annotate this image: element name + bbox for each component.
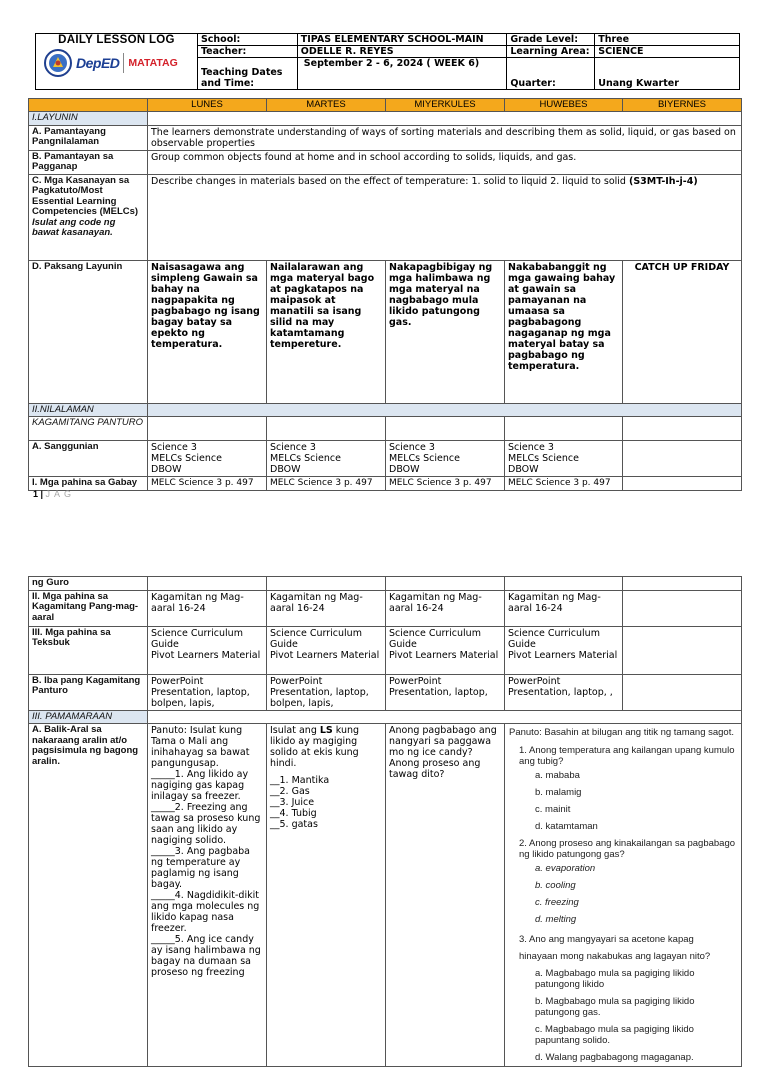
quiz-question: 1. Anong temperatura ang kailangan upang kumulo ang tubig?	[519, 745, 735, 767]
teksbuk-cell: Science Curriculum Guide Pivot Learners Material	[505, 626, 623, 674]
quarter-label: Quarter:	[507, 58, 595, 90]
gabay-cell: MELC Science 3 p. 497	[267, 477, 386, 491]
row-sanggunian	[29, 441, 742, 477]
iba-pang-cell: PowerPoint Presentation, laptop, bolpen, lapis,	[148, 674, 267, 710]
teksbuk-cell: Science Curriculum Guide Pivot Learners Material	[386, 626, 505, 674]
grade-value: Three	[595, 34, 740, 46]
melc-code: (S3MT-Ih-j-4)	[629, 175, 698, 187]
quiz-option: d. katamtaman	[535, 821, 598, 832]
sanggunian-cell: Science 3 MELCs Science DBOW	[505, 441, 623, 477]
gabay-cell: MELC Science 3 p. 497	[148, 477, 267, 491]
row-label: A. Sanggunian	[29, 441, 148, 477]
row-label	[29, 174, 148, 260]
dates-label: Teaching Dates and Time:	[197, 58, 297, 90]
area-label: Learning Area:	[507, 46, 595, 58]
gabay-cell: MELC Science 3 p. 497	[386, 477, 505, 491]
day-header-row	[29, 99, 742, 112]
section-label: III. PAMAMARAAN	[29, 710, 148, 724]
balik-aral-martes: Isulat ang LS kung likido ay magiging solido at ekis kung hindi. __1. Mantika __2. Gas __3. Juice __4. Tubig __5. gatas	[267, 724, 386, 1067]
section-label: KAGAMITANG PANTURO	[29, 417, 148, 441]
objective-lunes: Naisasagawa ang simpleng Gawain sa bahay na nagpapakita ng pagbabago ng isang bagay batay sa epekto ng temperatura.	[148, 260, 267, 403]
section-label: I.LAYUNIN	[29, 112, 148, 126]
row-kagamitang-panturo	[29, 417, 742, 441]
day-header: BIYERNES	[623, 99, 742, 112]
quiz-option: d. Walang pagbabagong magaganap.	[535, 1052, 694, 1063]
row-text: The learners demonstrate understanding of ways of sorting materials and describing them as solid, liquid, or gas based on observable properties	[148, 125, 742, 150]
kagamitan-cell: Kagamitan ng Mag-aaral 16-24	[148, 590, 267, 626]
row-label: I. Mga pahina sa Gabay	[29, 477, 148, 491]
quiz-option: b. Magbabago mula sa pagiging likido patungong gas.	[535, 996, 695, 1018]
row-teksbuk	[29, 626, 742, 674]
page-footer	[33, 489, 72, 499]
day-header: HUWEBES	[505, 99, 623, 112]
quiz-option: a. mababa	[535, 770, 580, 781]
row-label: III. Mga pahina sa Teksbuk	[29, 626, 148, 674]
objective-martes: Nailalarawan ang mga materyal bago at pagkatapos na maipasok at manatili sa isang silid na may katamtamang tempereture.	[267, 260, 386, 403]
quiz-instruction: Panuto: Basahin at bilugan ang titik ng tamang sagot.	[509, 727, 734, 738]
row-paksang-layunin	[29, 260, 742, 403]
dates-value: September 2 - 6, 2024 ( WEEK 6)	[297, 58, 507, 90]
quiz-question: 3. Ano ang mangyayari sa acetone kapag hinayaan mong nakabukas ang lagayan nito?	[519, 934, 711, 962]
sanggunian-cell: Science 3 MELCs Science DBOW	[148, 441, 267, 477]
quiz-option: a. evaporation	[535, 863, 596, 874]
sanggunian-cell: Science 3 MELCs Science DBOW	[386, 441, 505, 477]
quiz-option: c. Magbabago mula sa pagiging likido papuntang solido.	[535, 1024, 694, 1046]
kagamitan-cell: Kagamitan ng Mag-aaral 16-24	[386, 590, 505, 626]
day-header: MARTES	[267, 99, 386, 112]
objective-biyernes: CATCH UP FRIDAY	[623, 260, 742, 403]
row-label: II. Mga pahina sa Kagamitang Pang-mag-aaral	[29, 590, 148, 626]
gabay-cell: MELC Science 3 p. 497	[505, 477, 623, 491]
section-row-nilalaman	[29, 403, 742, 417]
row-pang-mag-aaral	[29, 590, 742, 626]
lesson-table-page1	[28, 98, 742, 491]
objective-huwebes: Nakababanggit ng mga gawaing bahay at gawain sa pamayanan na umaasa sa pagbabagong nagaganap ng mga materyal batay sa pagbabago ng temperatura.	[505, 260, 623, 403]
deped-seal-icon	[44, 49, 72, 77]
kagamitan-cell: Kagamitan ng Mag-aaral 16-24	[267, 590, 386, 626]
row-pamantayan-sa-pagganap	[29, 150, 742, 174]
section-row-pamamaraan	[29, 710, 742, 724]
row-text: Group common objects found at home and in school according to solids, liquids, and gas.	[148, 150, 742, 174]
objective-miyerkules: Nakapagbibigay ng mga halimbawa ng mga materyal na nagbabago mula likido patungong gas.	[386, 260, 505, 403]
iba-pang-cell: PowerPoint Presentation, laptop, bolpen, lapis,	[267, 674, 386, 710]
quiz-option: d. melting	[535, 914, 577, 925]
teksbuk-cell: Science Curriculum Guide Pivot Learners Material	[148, 626, 267, 674]
section-row-layunin	[29, 112, 742, 126]
area-value: SCIENCE	[595, 46, 740, 58]
deped-logo: DepED	[76, 54, 120, 71]
school-value: TIPAS ELEMENTARY SCHOOL-MAIN	[297, 34, 507, 46]
quiz-option: b. malamig	[535, 787, 582, 798]
footer-initials: J A G	[45, 489, 73, 499]
balik-aral-lunes: Panuto: Isulat kung Tama o Mali ang inihahayag sa bawat pangungusap. _____1. Ang likido ay nagiging gas kapag inilagay sa freezer. _____2. Freezing ang tawag sa proseso kung saan ang likido ay nagiging solido. _____3. Ang pagbaba ng temperature ay paglamig ng isang bagay. _____4. Nagdidikit-dikit ang mga molecules ng likido kapag nasa freezer. _____5. Ang ice candy ay isang halimbawa ng bagay na dumaan sa proseso ng freezing	[148, 724, 267, 1067]
teacher-value: ODELLE R. REYES	[297, 46, 507, 58]
day-header: MIYERKULES	[386, 99, 505, 112]
matatag-logo: MATATAG	[128, 56, 178, 69]
quiz-question: 2. Anong proseso ang kinakailangan sa pagbabago ng likido patungong gas?	[519, 838, 736, 860]
melc-italic-note: Isulat ang code ng bawat kasanayan.	[32, 216, 116, 238]
section-label: II.NILALAMAN	[29, 403, 148, 417]
melc-text: Describe changes in materials based on the effect of temperature: 1. solid to liquid 2. liquid to solid	[151, 175, 626, 187]
iba-pang-cell: PowerPoint Presentation, laptop,	[386, 674, 505, 710]
row-label: ng Guro	[29, 577, 148, 591]
row-label: D. Paksang Layunin	[29, 260, 148, 403]
row-text	[148, 174, 742, 260]
iba-pang-cell: PowerPoint Presentation, laptop, ,	[505, 674, 623, 710]
quiz-option: a. Magbabago mula sa pagiging likido patungong likido	[535, 968, 695, 990]
melc-label: C. Mga Kasanayan sa Pagkatuto/Most Essential Learning Competencies (MELCs)	[32, 174, 139, 217]
row-label: A. Pamantayang Pangnilalaman	[29, 125, 148, 150]
quarter-value: Unang Kwarter	[595, 58, 740, 90]
teksbuk-cell: Science Curriculum Guide Pivot Learners Material	[267, 626, 386, 674]
row-label: B. Pamantayan sa Pagganap	[29, 150, 148, 174]
quiz-option: c. freezing	[535, 897, 579, 908]
page-number: 1 |	[33, 489, 44, 499]
row-balik-aral	[29, 724, 742, 1067]
kagamitan-cell: Kagamitan ng Mag-aaral 16-24	[505, 590, 623, 626]
grade-label: Grade Level:	[507, 34, 595, 46]
header-logo-cell	[36, 34, 198, 90]
lesson-table-page2	[28, 576, 742, 1067]
row-label: B. Iba pang Kagamitang Panturo	[29, 674, 148, 710]
balik-aral-miyerkules: Anong pagbabago ang nangyari sa paggawa mo ng ice candy? Anong proseso ang tawag dito?	[386, 724, 505, 1067]
header-table	[35, 33, 740, 90]
row-pamantayang-pangnilalaman	[29, 125, 742, 150]
balik-aral-martes-items: __1. Mantika __2. Gas __3. Juice __4. Tubig __5. gatas	[270, 775, 330, 830]
quiz-option: c. mainit	[535, 804, 571, 815]
teacher-label: Teacher:	[197, 46, 297, 58]
quiz-option: b. cooling	[535, 880, 576, 891]
sanggunian-cell: Science 3 MELCs Science DBOW	[267, 441, 386, 477]
row-ng-guro	[29, 577, 742, 591]
row-iba-pang-kagamitan	[29, 674, 742, 710]
page-title: DAILY LESSON LOG	[58, 34, 175, 46]
row-melcs	[29, 174, 742, 260]
row-gabay	[29, 477, 742, 491]
quiz-panel	[505, 724, 742, 1067]
row-label: A. Balik-Aral sa nakaraang aralin at/o pagsisimula ng bagong aralin.	[29, 724, 148, 1067]
day-header: LUNES	[148, 99, 267, 112]
school-label: School:	[197, 34, 297, 46]
